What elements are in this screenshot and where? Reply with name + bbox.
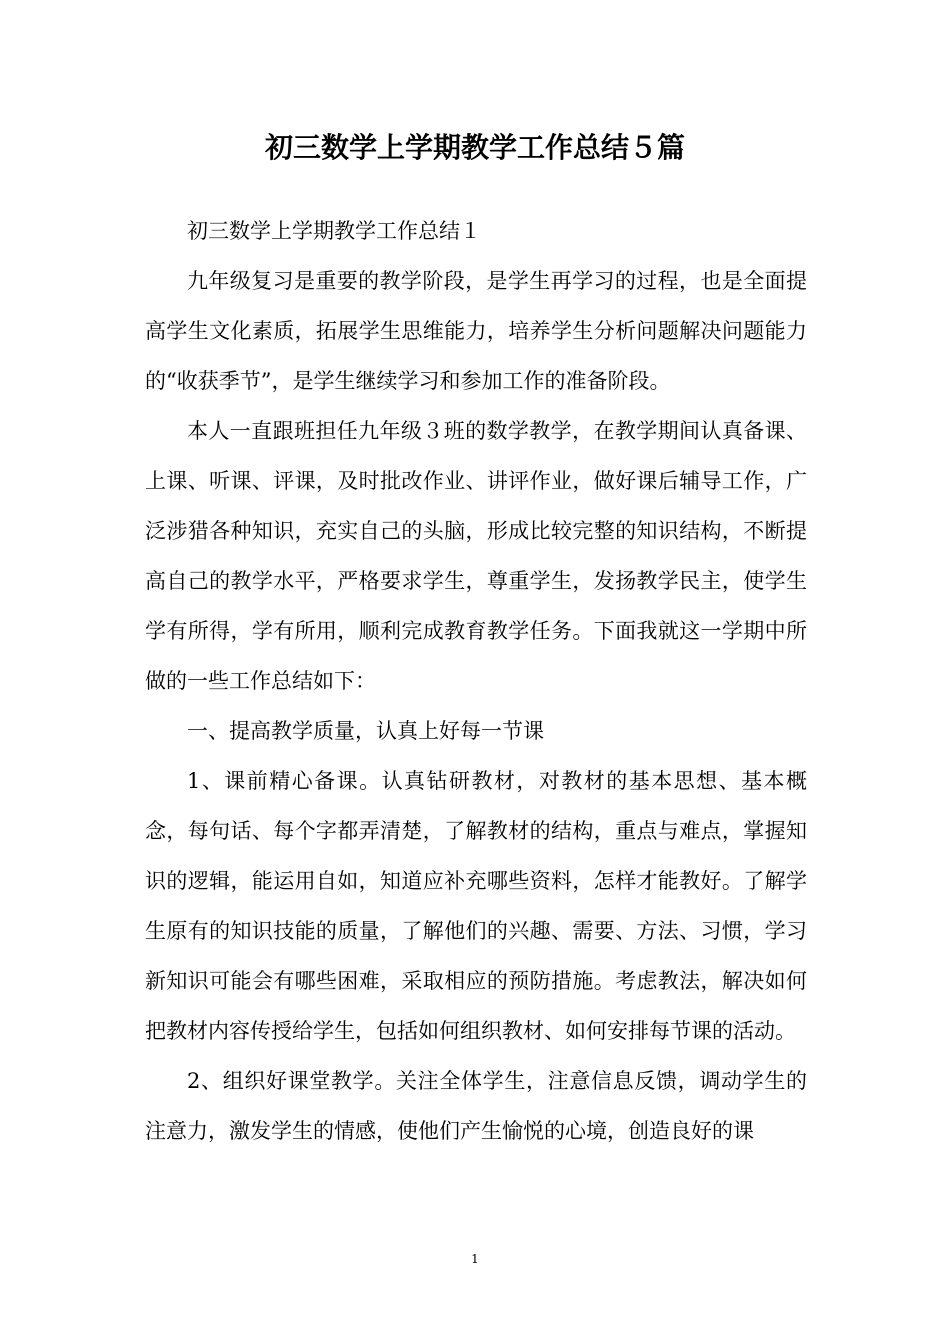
document-body (145, 206, 807, 1156)
section-heading: 初三数学上学期教学工作总结１ (187, 219, 481, 243)
document-title: 初三数学上学期教学工作总结５篇 (264, 131, 685, 164)
page-number: 1 (471, 1252, 479, 1266)
paragraph-overview: 本人一直跟班担任九年级３班的数学教学，在教学期间认真备课、上课、听课、评课，及时批改作业、讲评作业，做好课后辅导工作，广泛涉猎各种知识，充实自己的头脑，形成比较完整的知识结构，不断提高自己的教学水平，严格要求学生，尊重学生，发扬教学民主，使学生学有所得，学有所用，顺利完成教育教学任务。下面我就这一学期中所做的一些工作总结如下： (145, 419, 807, 693)
paragraph-classroom: 2、组织好课堂教学。关注全体学生，注意信息反馈，调动学生的注意力，激发学生的情感，使他们产生愉悦的心境，创造良好的课 (145, 1069, 807, 1143)
subheading-teaching-quality: 一、提高教学质量，认真上好每一节课 (187, 719, 544, 743)
paragraph-lesson-prep: 1、课前精心备课。认真钻研教材，对教材的基本思想、基本概念，每句话、每个字都弄清楚，了解教材的结构，重点与难点，掌握知识的逻辑，能运用自如，知道应补充哪些资料，怎样才能教好。了解学生原有的知识技能的质量，了解他们的兴趣、需要、方法、习惯，学习新知识可能会有哪些困难，采取相应的预防措施。考虑教法，解决如何把教材内容传授给学生，包括如何组织教材、如何安排每节课的活动。 (145, 769, 807, 1043)
paragraph-intro: 九年级复习是重要的教学阶段，是学生再学习的过程，也是全面提高学生文化素质，拓展学生思维能力，培养学生分析问题解决问题能力的“收获季节”，是学生继续学习和参加工作的准备阶段。 (145, 269, 807, 393)
